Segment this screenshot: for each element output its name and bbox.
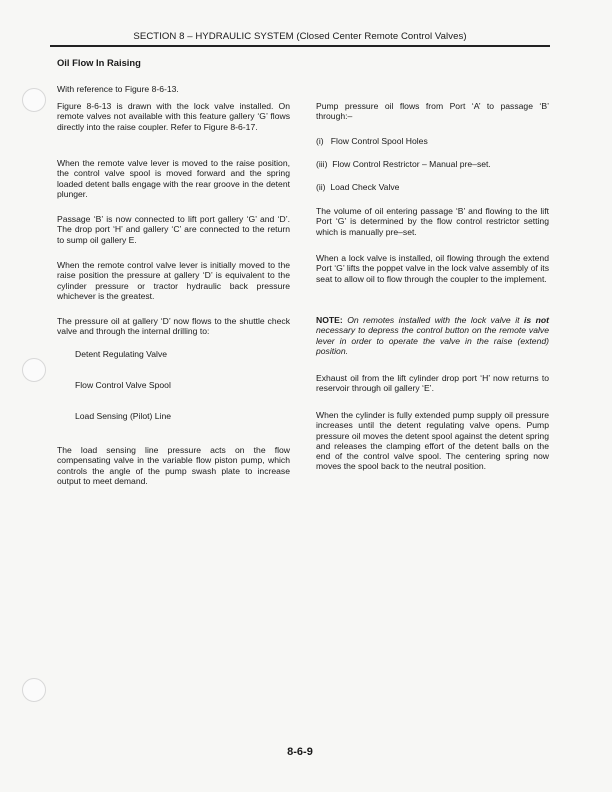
left-paragraph-5: When the remote control valve lever is initially moved to the raise position the pressure at gallery ‘D’ is equivalent to the cylinder pressure or tractor hydraulic back pressure whichever is the greatest. bbox=[57, 260, 290, 301]
note-text: necessary to depress the control button on the remote valve lever in order to operate the valve in the raise (extend) position. bbox=[316, 325, 549, 356]
punch-hole-bottom bbox=[22, 678, 46, 702]
note-paragraph bbox=[316, 315, 549, 356]
note-label: NOTE: bbox=[316, 315, 343, 325]
right-paragraph-1: Pump pressure oil flows from Port ‘A’ to passage ‘B’ through:– bbox=[316, 101, 549, 122]
note-emphasis: is not bbox=[523, 315, 549, 325]
list-item: Load Sensing (Pilot) Line bbox=[75, 411, 172, 421]
list-item: Detent Regulating Valve bbox=[75, 349, 168, 359]
left-paragraph-2: Figure 8-6-13 is drawn with the lock valve installed. On remote valves not available with this feature gallery ‘G’ flows directly into the raise coupler. Refer to Figure 8-6-17. bbox=[57, 101, 290, 132]
left-paragraph-1: With reference to Figure 8-6-13. bbox=[57, 84, 179, 94]
list-item: Flow Control Valve Spool bbox=[75, 380, 171, 390]
right-paragraph-4: Exhaust oil from the lift cylinder drop port ‘H’ now returns to reservoir through oil gallery ‘E’. bbox=[316, 373, 549, 394]
punch-hole-middle bbox=[22, 358, 46, 382]
note-text: On remotes installed with the lock valve it bbox=[342, 315, 524, 325]
list-item: (iii) Flow Control Restrictor – Manual pre–set. bbox=[316, 159, 491, 169]
list-item: (ii) Load Check Valve bbox=[316, 182, 400, 192]
left-paragraph-4: Passage ‘B’ is now connected to lift port gallery ‘G’ and ‘D’. The drop port ‘H’ and gallery ‘C’ are connected to the return to sump oil gallery E. bbox=[57, 214, 290, 245]
left-paragraph-3: When the remote valve lever is moved to the raise position, the control valve spool is moved forward and the spring loaded detent balls engage with the rear groove in the detent plunger. bbox=[57, 158, 290, 199]
left-paragraph-7: The load sensing line pressure acts on the flow compensating valve in the variable flow piston pump, which controls the angle of the pump swash plate to increase output to meet demand. bbox=[57, 445, 290, 486]
right-paragraph-5: When the cylinder is fully extended pump supply oil pressure increases until the detent regulating valve opens. Pump pressure oil moves the detent spool against the detent spring and releases the clamping effort of the detent balls on the end of the control valve spool. The centering spring now moves the spool back to the neutral position. bbox=[316, 410, 549, 472]
list-item: (i) Flow Control Spool Holes bbox=[316, 136, 428, 146]
punch-hole-top bbox=[22, 88, 46, 112]
page-number: 8-6-9 bbox=[287, 746, 313, 758]
right-paragraph-3: When a lock valve is installed, oil flowing through the extend Port ‘G’ lifts the poppet valve in the lock valve assembly of its seat to allow oil to flow through the coupler to the implement. bbox=[316, 253, 549, 284]
left-paragraph-6: The pressure oil at gallery ‘D’ now flows to the shuttle check valve and through the internal drilling to: bbox=[57, 316, 290, 337]
header-rule bbox=[50, 45, 550, 47]
section-header: SECTION 8 – HYDRAULIC SYSTEM (Closed Center Remote Control Valves) bbox=[133, 31, 467, 42]
right-paragraph-2: The volume of oil entering passage ‘B’ and flowing to the lift Port ‘G’ is determined by the flow control restrictor setting which is manually pre–set. bbox=[316, 206, 549, 237]
section-title: Oil Flow In Raising bbox=[57, 57, 141, 68]
